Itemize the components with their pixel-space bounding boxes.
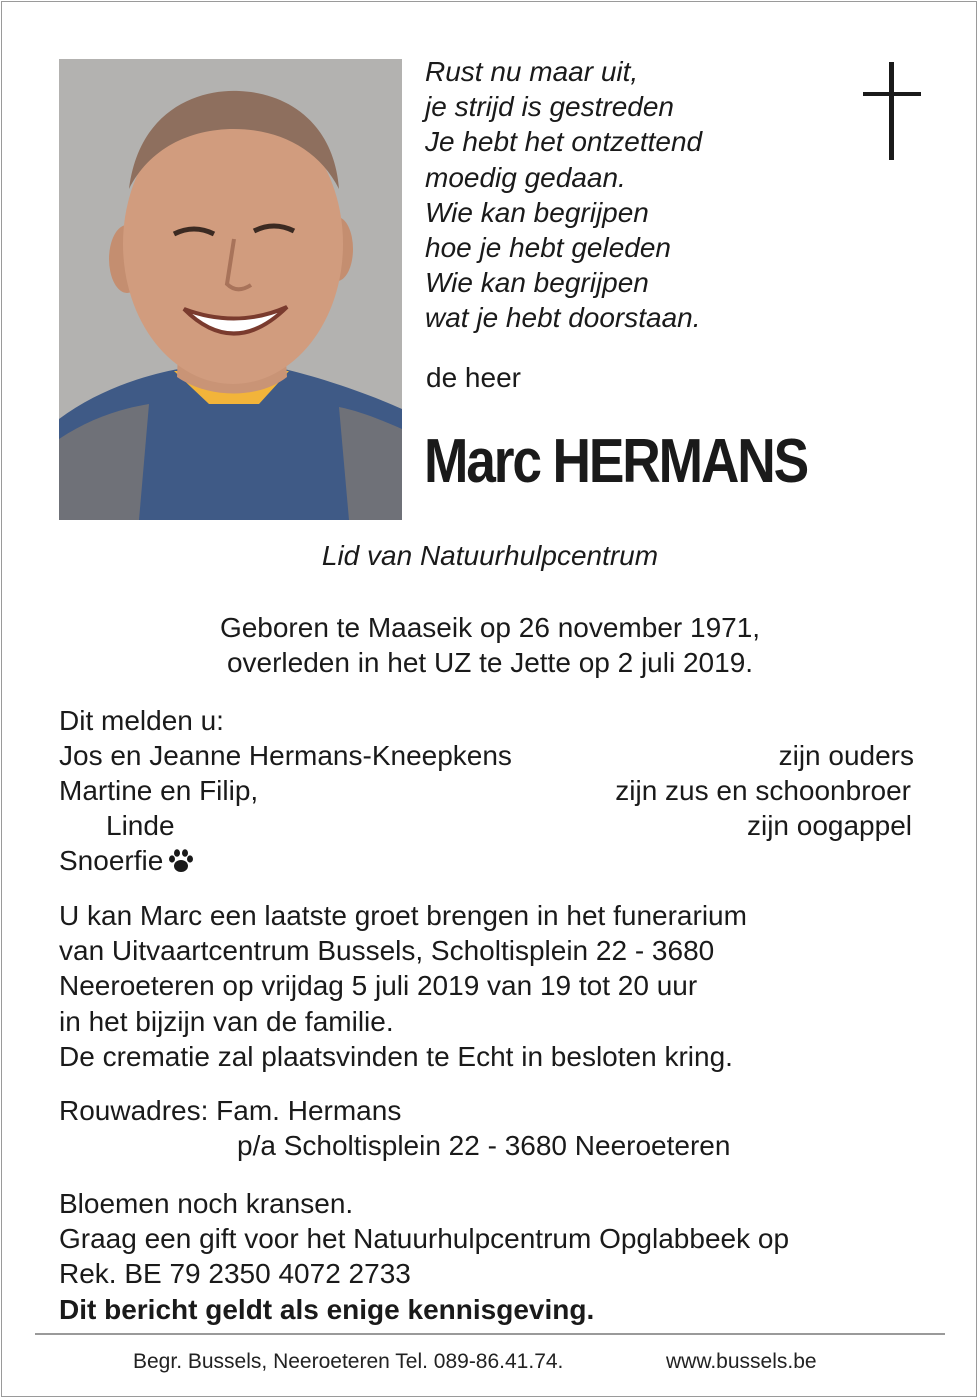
portrait-photo <box>59 59 402 520</box>
visitation-text <box>59 898 747 1074</box>
footer-website: www.bussels.be <box>666 1350 817 1373</box>
notice-line: Dit bericht geldt als enige kennisgeving. <box>59 1293 595 1325</box>
family-name: Linde <box>106 810 175 841</box>
poem-line: Rust nu maar uit, <box>425 56 639 87</box>
footer-divider <box>35 1333 945 1335</box>
family-relation: zijn ouders <box>778 740 914 771</box>
family-relation: zijn oogappel <box>746 810 912 841</box>
paw-icon <box>167 848 195 881</box>
title-prefix: de heer <box>426 362 521 393</box>
cross-icon <box>863 62 921 160</box>
poem-line: wat je hebt doorstaan. <box>425 302 701 334</box>
address-line: p/a Scholtisplein 22 - 3680 Neeroeteren <box>237 1130 731 1161</box>
poem <box>425 54 702 336</box>
poem-line: hoe je hebt geleden <box>425 232 671 264</box>
address-label: Rouwadres: Fam. Hermans <box>59 1095 402 1126</box>
visitation-line: in het bijzijn van de familie. <box>59 1005 394 1037</box>
poem-line: je strijd is gestreden <box>425 91 675 123</box>
family-name: Martine en Filip, <box>59 775 259 806</box>
visitation-line: De crematie zal plaatsvinden te Echt in besloten kring. <box>59 1040 733 1072</box>
announce-intro: Dit melden u: <box>59 705 224 736</box>
deceased-name: Marc HERMANS <box>424 427 808 496</box>
poem-line: Wie kan begrijpen <box>425 267 649 299</box>
closing-line: Graag een gift voor het Natuurhulpcentrum Opglabbeek op <box>59 1223 790 1255</box>
closing-line: Bloemen noch kransen. <box>59 1188 354 1219</box>
membership-line: Lid van Natuurhulpcentrum <box>321 540 659 571</box>
visitation-line: U kan Marc een laatste groet brengen in het funerarium <box>59 900 747 931</box>
family-relation: zijn zus en schoonbroer <box>615 775 911 806</box>
family-name: Snoerfie <box>59 845 164 876</box>
life-dates <box>0 610 980 680</box>
closing-text <box>59 1186 789 1327</box>
death-line: overleden in het UZ te Jette op 2 juli 2019. <box>226 647 754 678</box>
footer-contact: Begr. Bussels, Neeroeteren Tel. 089-86.41.74. <box>133 1350 564 1373</box>
family-pet <box>59 845 195 881</box>
closing-line: Rek. BE 79 2350 4072 2733 <box>59 1258 411 1290</box>
poem-line: moedig gedaan. <box>425 161 626 193</box>
family-name: Jos en Jeanne Hermans-Kneepkens <box>59 740 512 771</box>
visitation-line: Neeroeteren op vrijdag 5 juli 2019 van 19 tot 20 uur <box>59 970 698 1002</box>
visitation-line: van Uitvaartcentrum Bussels, Scholtisplein 22 - 3680 <box>59 935 715 967</box>
birth-line: Geboren te Maaseik op 26 november 1971, <box>219 612 761 643</box>
poem-line: Je hebt het ontzettend <box>425 126 703 158</box>
poem-line: Wie kan begrijpen <box>425 196 649 228</box>
